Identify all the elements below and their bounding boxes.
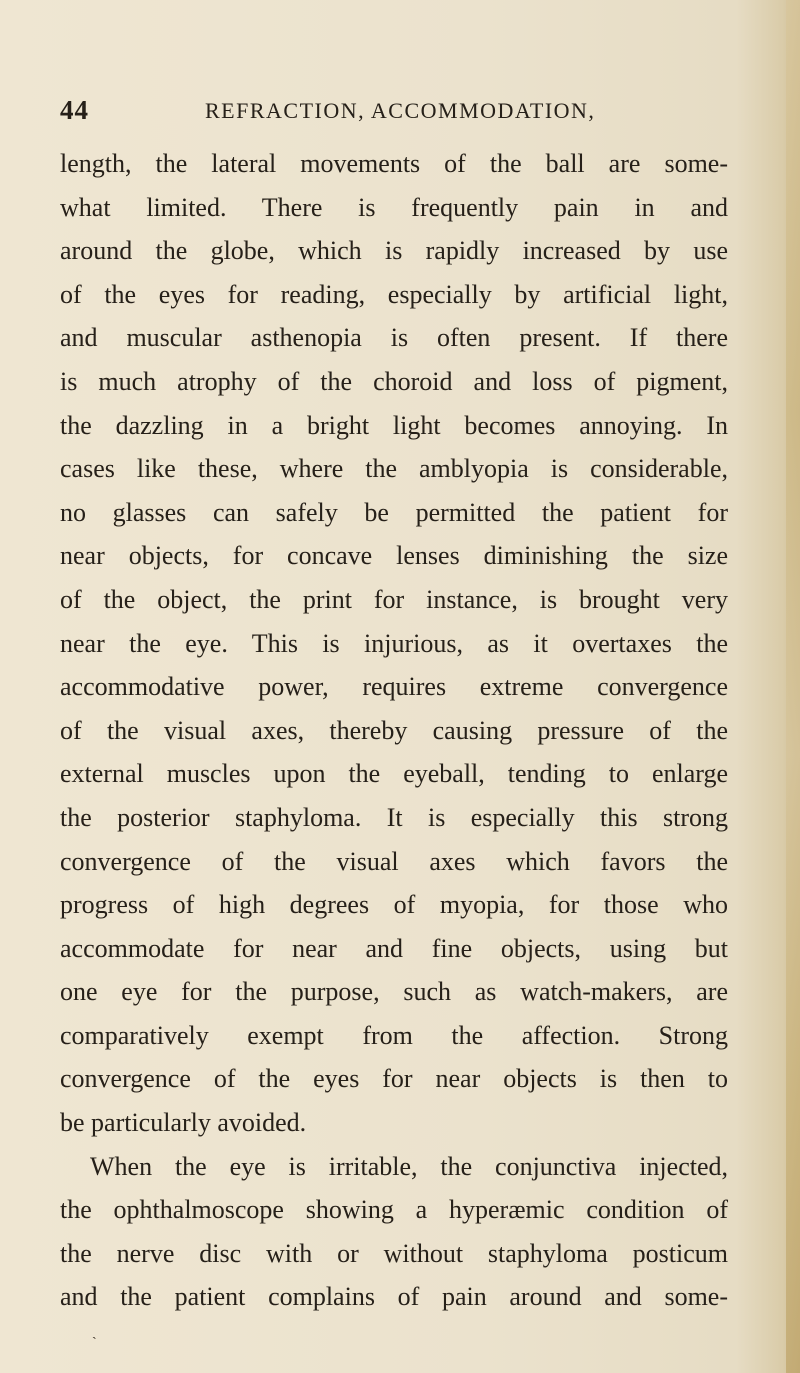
text-line: around the globe, which is rapidly increased by use (60, 236, 728, 266)
text-line: the dazzling in a bright light becomes annoying. In (60, 410, 728, 440)
body-text (60, 142, 728, 1319)
text-line: be particularly avoided. (60, 1108, 307, 1138)
text-line: progress of high degrees of myopia, for those who (60, 890, 728, 920)
text-line: convergence of the visual axes which favors the (60, 846, 728, 876)
text-line: one eye for the purpose, such as watch-makers, are (60, 977, 728, 1007)
text-line: is much atrophy of the choroid and loss of pigment, (60, 366, 728, 396)
text-line: the ophthalmoscope showing a hyperæmic condition of (60, 1195, 728, 1225)
page-edge-stain (786, 0, 800, 1373)
stray-print-mark: ˎ (92, 1325, 97, 1340)
text-line: the posterior staphyloma. It is especially this strong (60, 802, 728, 832)
text-line: and the patient complains of pain around and some- (60, 1282, 728, 1312)
text-line: the nerve disc with or without staphyloma posticum (60, 1238, 728, 1268)
page-number: 44 (60, 95, 89, 125)
running-head: REFRACTION, ACCOMMODATION, (205, 98, 596, 123)
page-header (60, 95, 740, 135)
text-line: near the eye. This is injurious, as it overtaxes the (60, 628, 728, 658)
text-line: length, the lateral movements of the ball are some- (60, 149, 728, 178)
text-line: no glasses can safely be permitted the patient for (60, 497, 728, 527)
text-line: near objects, for concave lenses diminishing the size (60, 541, 728, 571)
text-line: of the visual axes, thereby causing pressure of the (60, 715, 728, 745)
text-line: cases like these, where the amblyopia is considerable, (60, 454, 728, 484)
text-line: external muscles upon the eyeball, tending to enlarge (60, 759, 728, 789)
text-line: what limited. There is frequently pain in and (60, 192, 728, 222)
text-line: convergence of the eyes for near objects is then to (60, 1064, 728, 1094)
text-line-paragraph-start: When the eye is irritable, the conjunctiva injected, (90, 1151, 728, 1181)
text-line: accommodate for near and fine objects, using but (60, 933, 728, 963)
text-line: and muscular asthenopia is often present. If there (60, 323, 728, 353)
text-line: of the eyes for reading, especially by artificial light, (60, 279, 728, 309)
text-line: of the object, the print for instance, is brought very (60, 584, 728, 614)
text-line: comparatively exempt from the affection. Strong (60, 1020, 728, 1050)
text-line: accommodative power, requires extreme convergence (60, 672, 728, 702)
